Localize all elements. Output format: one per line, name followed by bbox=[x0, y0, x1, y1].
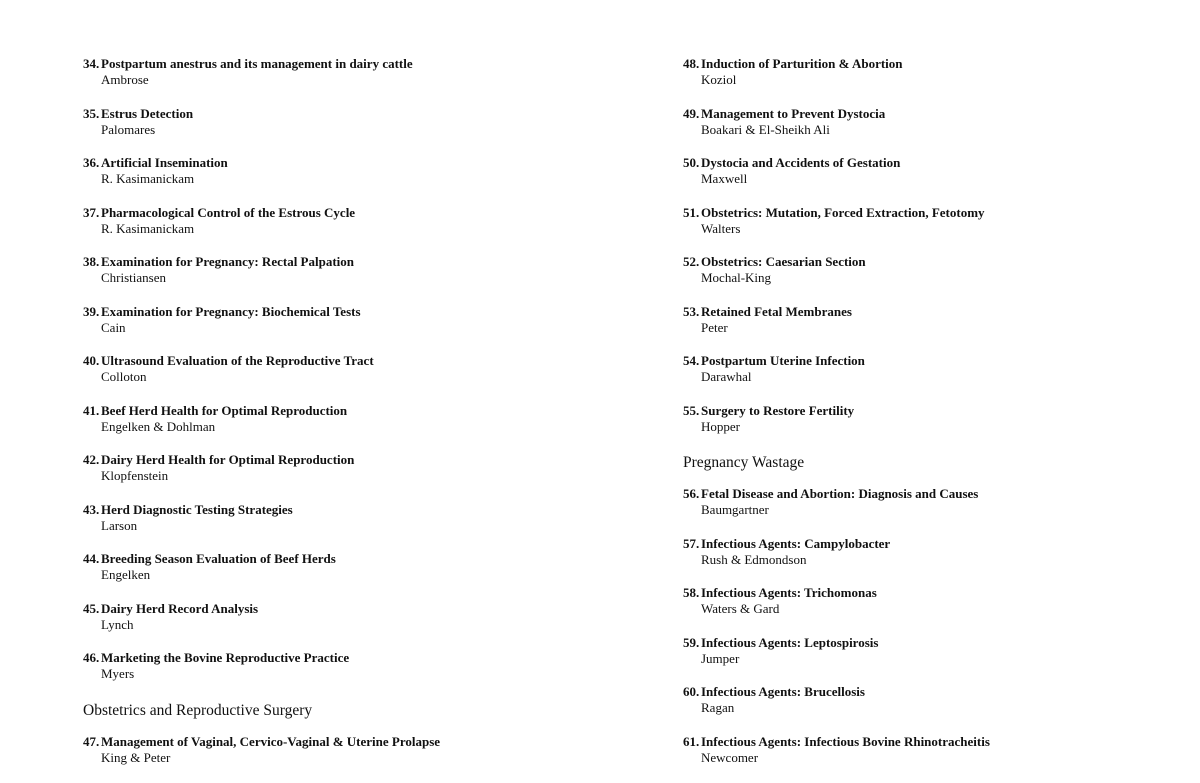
entry-title-line bbox=[683, 734, 1183, 750]
toc-entry bbox=[683, 106, 1183, 138]
chapter-title: Obstetrics: Caesarian Section bbox=[701, 254, 866, 269]
chapter-number: 37. bbox=[83, 204, 100, 220]
chapter-author: Colloton bbox=[101, 369, 147, 384]
chapter-title: Management of Vaginal, Cervico-Vaginal & Uterine Prolapse bbox=[101, 733, 441, 749]
toc-entry bbox=[683, 254, 1183, 286]
chapter-author: Maxwell bbox=[701, 171, 748, 186]
chapter-author: R. Kasimanickam bbox=[101, 220, 195, 236]
entry-title-line bbox=[83, 304, 583, 320]
toc-entry bbox=[83, 106, 583, 138]
entry-title-line bbox=[83, 551, 583, 567]
chapter-number: 51. bbox=[683, 204, 700, 220]
chapter-number: 48. bbox=[683, 56, 700, 71]
chapter-number: 59. bbox=[683, 634, 700, 650]
toc-entry bbox=[83, 734, 583, 766]
chapter-title: Infectious Agents: Infectious Bovine Rhinotracheitis bbox=[701, 733, 990, 749]
chapter-title: Artificial Insemination bbox=[101, 155, 228, 170]
toc-entry bbox=[683, 205, 1183, 237]
chapter-number: 56. bbox=[683, 486, 700, 501]
entry-title-line bbox=[683, 585, 1183, 601]
chapter-author: Waters & Gard bbox=[701, 601, 780, 616]
chapter-title: Beef Herd Health for Optimal Reproduction bbox=[101, 402, 348, 418]
entry-title-line bbox=[683, 56, 1183, 72]
toc-entry bbox=[683, 486, 1183, 518]
chapter-number: 54. bbox=[683, 353, 700, 368]
chapter-title: Management to Prevent Dystocia bbox=[701, 105, 886, 121]
entry-title-line bbox=[83, 734, 583, 750]
chapter-author: R. Kasimanickam bbox=[101, 171, 195, 186]
chapter-author: Christiansen bbox=[101, 270, 166, 285]
chapter-author: Newcomer bbox=[701, 749, 759, 765]
chapter-title: Marketing the Bovine Reproductive Practice bbox=[101, 650, 350, 665]
toc-entry bbox=[83, 205, 583, 237]
entry-title-line bbox=[683, 635, 1183, 651]
entry-title-line bbox=[83, 601, 583, 617]
toc-entry bbox=[683, 353, 1183, 385]
entry-title-line bbox=[83, 106, 583, 122]
chapter-title: Dairy Herd Record Analysis bbox=[101, 600, 259, 616]
toc-entry bbox=[683, 155, 1183, 187]
chapter-number: 47. bbox=[83, 733, 100, 749]
chapter-title: Ultrasound Evaluation of the Reproductive Tract bbox=[101, 353, 374, 368]
chapter-title: Pharmacological Control of the Estrous Cycle bbox=[101, 204, 356, 220]
chapter-title: Herd Diagnostic Testing Strategies bbox=[101, 501, 293, 517]
left-entries-bottom bbox=[83, 734, 583, 766]
chapter-number: 43. bbox=[83, 501, 100, 517]
chapter-author: Rush & Edmondson bbox=[701, 551, 807, 567]
chapter-author: Ragan bbox=[701, 700, 735, 715]
chapter-title: Obstetrics: Mutation, Forced Extraction, Fetotomy bbox=[701, 204, 985, 220]
chapter-number: 49. bbox=[683, 105, 700, 121]
chapter-number: 53. bbox=[683, 303, 700, 319]
chapter-title: Breeding Season Evaluation of Beef Herds bbox=[101, 551, 336, 566]
chapter-title: Induction of Parturition & Abortion bbox=[701, 56, 903, 71]
entry-title-line bbox=[683, 254, 1183, 270]
entry-title-line bbox=[683, 205, 1183, 221]
chapter-title: Infectious Agents: Leptospirosis bbox=[701, 634, 879, 650]
entry-title-line bbox=[683, 403, 1183, 419]
entry-title-line bbox=[83, 56, 583, 72]
toc-entry bbox=[83, 551, 583, 583]
entry-title-line bbox=[683, 106, 1183, 122]
chapter-number: 34. bbox=[83, 56, 100, 71]
left-column bbox=[83, 56, 583, 783]
chapter-author: Darawhal bbox=[701, 369, 752, 384]
chapter-title: Infectious Agents: Campylobacter bbox=[701, 535, 891, 551]
right-column bbox=[683, 56, 1183, 783]
toc-entry bbox=[683, 635, 1183, 667]
right-entries-bottom bbox=[683, 486, 1183, 766]
chapter-title: Examination for Pregnancy: Rectal Palpation bbox=[101, 254, 355, 269]
toc-entry bbox=[683, 403, 1183, 435]
chapter-author: Engelken & Dohlman bbox=[101, 418, 216, 434]
toc-entry bbox=[83, 56, 583, 88]
entry-title-line bbox=[83, 403, 583, 419]
chapter-title: Postpartum Uterine Infection bbox=[701, 353, 865, 368]
chapter-number: 35. bbox=[83, 105, 100, 121]
chapter-title: Postpartum anestrus and its management in dairy cattle bbox=[101, 56, 413, 71]
toc-entry bbox=[683, 304, 1183, 336]
toc-entry bbox=[83, 403, 583, 435]
chapter-number: 60. bbox=[683, 684, 700, 699]
chapter-author: Engelken bbox=[101, 567, 151, 582]
chapter-author: Lynch bbox=[101, 616, 134, 632]
left-entries-top bbox=[83, 56, 583, 682]
entry-title-line bbox=[683, 304, 1183, 320]
section-heading-pregnancy-wastage: Pregnancy Wastage bbox=[683, 454, 805, 471]
chapter-author: Boakari & El-Sheikh Ali bbox=[701, 121, 830, 137]
entry-title-line bbox=[83, 452, 583, 468]
chapter-author: Mochal-King bbox=[701, 270, 772, 285]
chapter-number: 44. bbox=[83, 551, 100, 566]
chapter-author: Baumgartner bbox=[701, 502, 769, 517]
chapter-number: 50. bbox=[683, 155, 700, 170]
chapter-title: Fetal Disease and Abortion: Diagnosis and Causes bbox=[701, 486, 979, 501]
chapter-number: 57. bbox=[683, 535, 700, 551]
chapter-number: 41. bbox=[83, 402, 100, 418]
chapter-title: Surgery to Restore Fertility bbox=[701, 402, 855, 418]
chapter-title: Retained Fetal Membranes bbox=[701, 303, 852, 319]
chapter-author: Hopper bbox=[701, 418, 740, 434]
toc-entry bbox=[683, 585, 1183, 617]
toc-entry bbox=[83, 155, 583, 187]
chapter-author: Cain bbox=[101, 319, 126, 335]
entry-title-line bbox=[83, 155, 583, 171]
chapter-number: 52. bbox=[683, 254, 700, 269]
entry-title-line bbox=[83, 205, 583, 221]
chapter-number: 42. bbox=[83, 452, 100, 467]
entry-title-line bbox=[83, 502, 583, 518]
chapter-number: 46. bbox=[83, 650, 100, 665]
chapter-title: Infectious Agents: Trichomonas bbox=[701, 585, 877, 600]
chapter-author: Jumper bbox=[701, 650, 740, 666]
toc-entry bbox=[83, 601, 583, 633]
chapter-author: Peter bbox=[701, 319, 728, 335]
right-entries-top bbox=[683, 56, 1183, 435]
chapter-author: Myers bbox=[101, 666, 135, 681]
toc-entry bbox=[83, 502, 583, 534]
section-heading-obstetrics: Obstetrics and Reproductive Surgery bbox=[83, 701, 313, 719]
chapter-number: 40. bbox=[83, 353, 100, 368]
chapter-number: 55. bbox=[683, 402, 700, 418]
entry-title-line bbox=[683, 155, 1183, 171]
chapter-title: Infectious Agents: Brucellosis bbox=[701, 684, 865, 699]
entry-title-line bbox=[683, 486, 1183, 502]
chapter-author: Larson bbox=[101, 517, 138, 533]
chapter-number: 45. bbox=[83, 600, 100, 616]
chapter-number: 36. bbox=[83, 155, 100, 170]
chapter-author: Klopfenstein bbox=[101, 468, 169, 483]
chapter-author: Palomares bbox=[101, 121, 156, 137]
chapter-number: 58. bbox=[683, 585, 700, 600]
entry-title-line bbox=[83, 353, 583, 369]
entry-title-line bbox=[683, 684, 1183, 700]
toc-entry bbox=[83, 353, 583, 385]
chapter-number: 38. bbox=[83, 254, 100, 269]
toc-entry bbox=[683, 684, 1183, 716]
chapter-author: Walters bbox=[701, 220, 741, 236]
chapter-title: Dairy Herd Health for Optimal Reproduction bbox=[101, 452, 355, 467]
entry-title-line bbox=[83, 650, 583, 666]
chapter-author: Ambrose bbox=[101, 72, 149, 87]
toc-entry bbox=[683, 734, 1183, 766]
chapter-author: King & Peter bbox=[101, 749, 171, 765]
toc-entry bbox=[83, 304, 583, 336]
chapter-title: Examination for Pregnancy: Biochemical Tests bbox=[101, 303, 361, 319]
entry-title-line bbox=[83, 254, 583, 270]
toc-entry bbox=[83, 650, 583, 682]
chapter-number: 39. bbox=[83, 303, 100, 319]
toc-entry bbox=[683, 536, 1183, 568]
toc-entry bbox=[83, 452, 583, 484]
chapter-title: Dystocia and Accidents of Gestation bbox=[701, 155, 901, 170]
toc-entry bbox=[83, 254, 583, 286]
chapter-author: Koziol bbox=[701, 72, 737, 87]
entry-title-line bbox=[683, 353, 1183, 369]
entry-title-line bbox=[683, 536, 1183, 552]
chapter-title: Estrus Detection bbox=[101, 105, 194, 121]
toc-entry bbox=[683, 56, 1183, 88]
chapter-number: 61. bbox=[683, 733, 700, 749]
